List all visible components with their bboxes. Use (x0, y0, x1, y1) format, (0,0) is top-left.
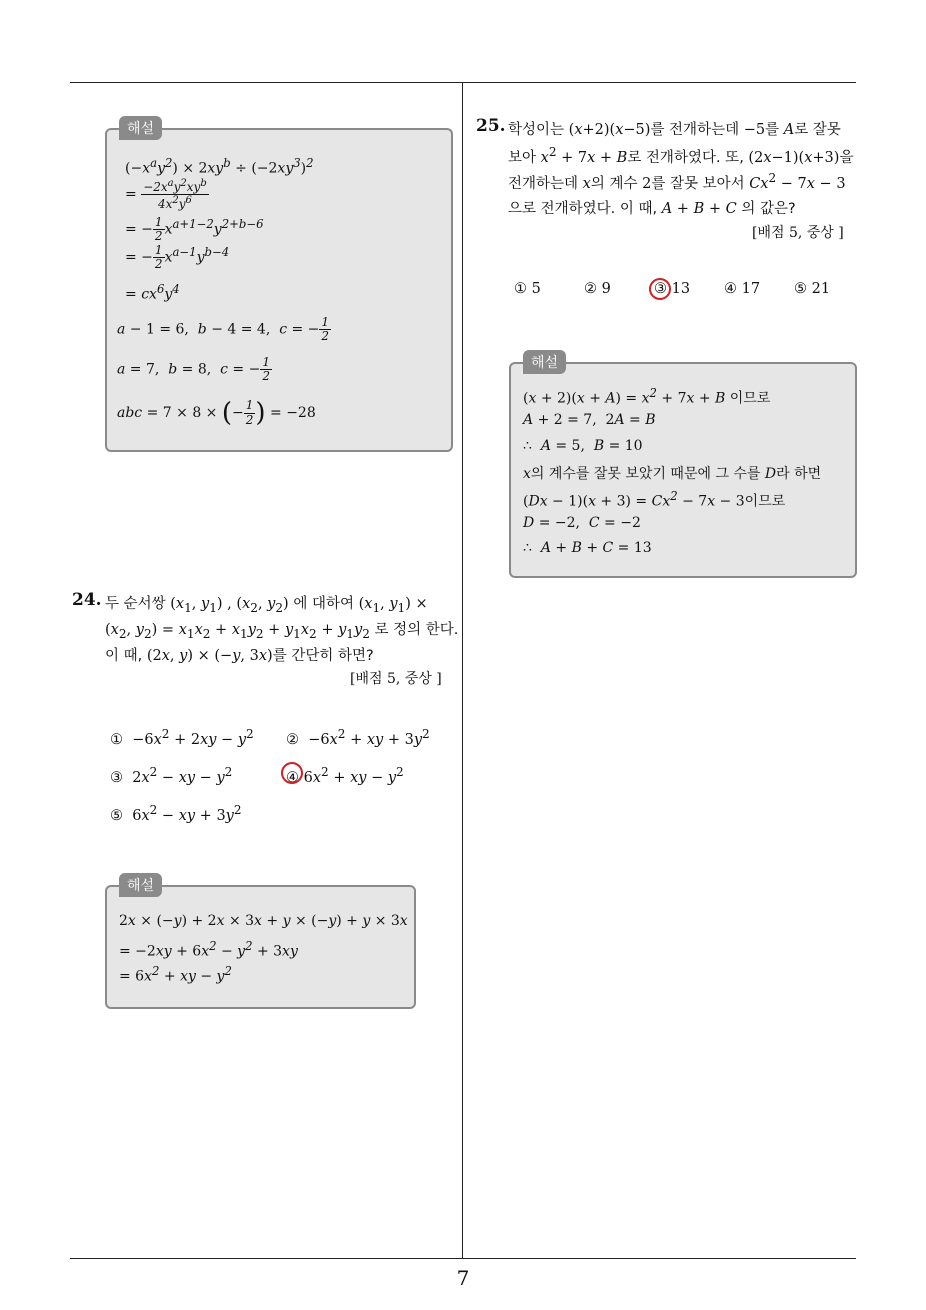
solution-box-q23 (105, 121, 453, 452)
solution-line: = $cx^6y^4$ (125, 282, 180, 303)
q24-choice-5[interactable]: ⑤ $6x^2$ − xy + $3y^2$ (110, 803, 242, 824)
solution-line: $(x + 2)(x + A) = x^2 + 7x + B$ 이므로 (523, 386, 771, 407)
solution-line: x의 계수를 잘못 보았기 때문에 그 수를 D라 하면 (523, 466, 822, 482)
solution-line: = − $\frac{1}{2}$ $x^{a-1}y^{b-4}$ (125, 243, 230, 272)
question-24-score: [배점 5, 중상 ] (350, 671, 442, 687)
solution-label: 해설 (119, 116, 162, 140)
question-24-line-2: ($x_2$, $y_2) = x_1x_2 + x_1y_2 + y_1x_2 + y_1y_2$ 로 정의 한다. (105, 622, 459, 641)
question-24-line-3: 이 때, (2x, y) × (−y, 3x)를 간단히 하면? (105, 648, 374, 664)
answer-mark-circle (647, 276, 673, 302)
q25-choice-1[interactable]: ① 5 (514, 281, 541, 297)
page-number: 7 (456, 1266, 470, 1290)
solution-line: abc = 7 × 8 × (− $\frac{1}{2}$ ) = −28 (117, 398, 316, 428)
question-24-line-1: 두 순서쌍 ($x_1$, $y_1$) , ($x_2$, $y_2$) 에 대하여 ($x_1$, $y_1$) × (105, 596, 428, 615)
solution-box-q24 (105, 878, 416, 1009)
question-25-score: [배점 5, 중상 ] (752, 225, 844, 241)
solution-label: 해설 (523, 350, 566, 374)
top-rule (70, 82, 856, 83)
q24-choice-4[interactable]: ④ $6x^2$ + xy − $y^2$ (286, 765, 404, 786)
column-divider (462, 83, 463, 1258)
q24-choice-3[interactable]: ③ $2x^2$ − xy − $y^2$ (110, 765, 233, 786)
question-25-line-4: 으로 전개하였다. 이 때, A + B + C 의 값은? (508, 201, 796, 217)
solution-line: D = −2, C = −2 (523, 515, 641, 531)
question-number-25: 25. (476, 116, 506, 136)
solution-line: A + 2 = 7, 2A = B (523, 412, 656, 428)
q24-choice-2[interactable]: ② $-6x^2$ + xy + $3y^2$ (286, 727, 430, 748)
solution-line: ∴ A + B + C = 13 (523, 540, 652, 556)
q25-choice-3[interactable]: ③ 13 (654, 281, 691, 297)
solution-box-q25 (509, 355, 857, 578)
question-25-line-2: 보아 $x^2 + 7x + B$로 전개하였다. 또, (2x−1)(x+3)을 (508, 145, 854, 166)
q25-choice-5[interactable]: ⑤ 21 (794, 281, 831, 297)
solution-line: = $\frac{-2x^ay^2xy^b}{4x^2y^6}$ (125, 178, 207, 212)
solution-line: = $-2xy + 6x^2 - y^2 + 3xy$ (119, 939, 298, 960)
solution-line: ∴ A = 5, B = 10 (523, 438, 643, 454)
solution-line: = $6x^2$ + xy − $y^2$ (119, 964, 232, 985)
question-25-line-1: 학성이는 (x+2)(x−5)를 전개하는데 −5를 A로 잘못 (508, 122, 841, 138)
question-25-line-3: 전개하는데 x의 계수 2를 잘못 보아서 $Cx^2 - 7x - 3$ (508, 171, 846, 192)
solution-label: 해설 (119, 873, 162, 897)
q24-choice-1[interactable]: ① $-6x^2 + 2xy - y^2$ (110, 727, 254, 748)
bottom-rule (70, 1258, 856, 1259)
solution-line: $(Dx - 1)(x + 3) = Cx^2 - 7x - 3$이므로 (523, 489, 786, 510)
solution-line: a − 1 = 6, b − 4 = 4, c = − $\frac{1}{2}$ (117, 315, 330, 344)
q25-choice-4[interactable]: ④ 17 (724, 281, 761, 297)
solution-line: $(-x^ay^2) \times 2xy^b \div (-2xy^3)^2$ (125, 156, 314, 177)
question-number-24: 24. (72, 590, 102, 610)
q25-choice-2[interactable]: ② 9 (584, 281, 611, 297)
solution-line: = − $\frac{1}{2}$ $x^{a+1-2}y^{2+b-6}$ (125, 215, 264, 244)
solution-line: a = 7, b = 8, c = − $\frac{1}{2}$ (117, 355, 270, 384)
solution-line: 2x × (−y) + 2x × 3x + y × (−y) + y × 3x (119, 913, 408, 929)
